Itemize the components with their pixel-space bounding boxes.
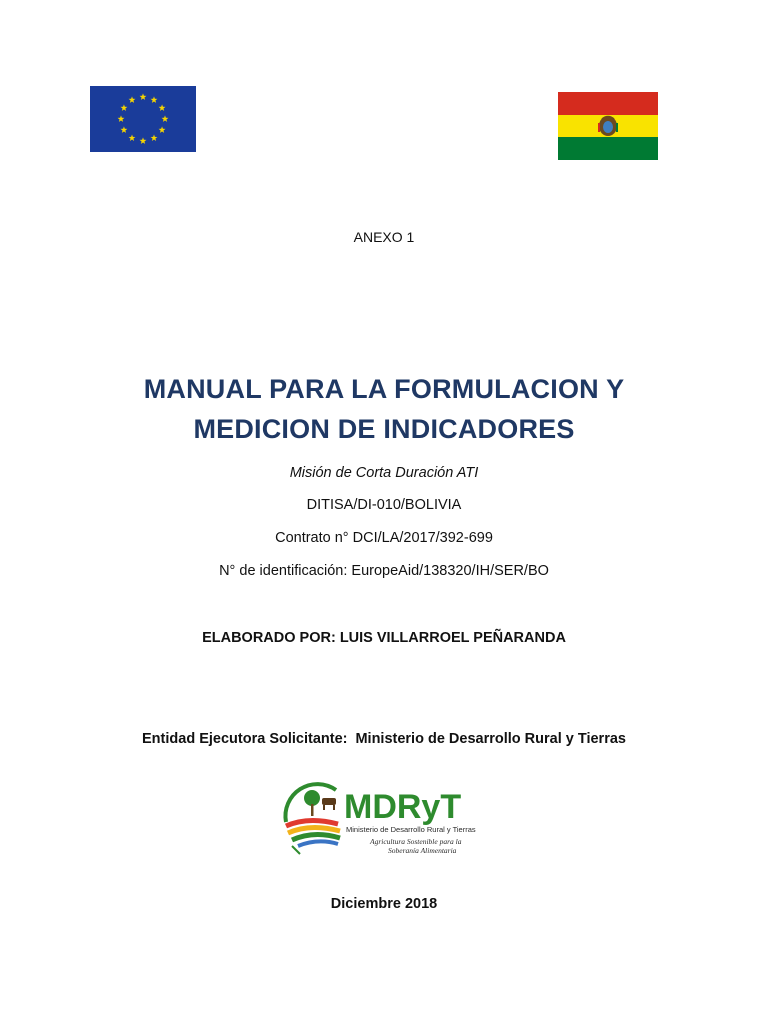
- logo-acronym: MDRyT: [344, 788, 462, 826]
- identification-number: N° de identificación: EuropeAid/138320/IH/SER/BO: [219, 563, 549, 579]
- author-line: ELABORADO POR: LUIS VILLARROEL PEÑARANDA: [202, 630, 566, 646]
- logo-slogan-line-2: Soberanía Alimentaria: [388, 846, 457, 855]
- title-line-1: MANUAL PARA LA FORMULACION Y: [143, 374, 625, 404]
- annex-label: ANEXO 1: [353, 229, 415, 245]
- logo-slogan-line-1: Agricultura Sostenible para la: [370, 837, 462, 846]
- mdryt-emblem-icon: [285, 784, 340, 854]
- title-line-2: MEDICION DE INDICADORES: [193, 414, 575, 444]
- eu-flag-icon: [90, 86, 196, 152]
- contract-number: Contrato n° DCI/LA/2017/392-699: [275, 530, 493, 546]
- document-title: [0, 369, 768, 449]
- mission-subtitle: Misión de Corta Duración ATI: [289, 465, 479, 481]
- mdryt-logo: [278, 776, 478, 860]
- executing-entity: [0, 731, 768, 747]
- entity-name: Ministerio de Desarrollo Rural y Tierras: [355, 731, 626, 747]
- bolivia-flag-icon: [558, 92, 658, 160]
- document-date: Diciembre 2018: [330, 896, 438, 912]
- logo-ministry-name: Ministerio de Desarrollo Rural y Tierras: [346, 825, 476, 834]
- reference-code: DITISA/DI-010/BOLIVIA: [306, 497, 462, 513]
- entity-label: Entidad Ejecutora Solicitante:: [142, 731, 348, 747]
